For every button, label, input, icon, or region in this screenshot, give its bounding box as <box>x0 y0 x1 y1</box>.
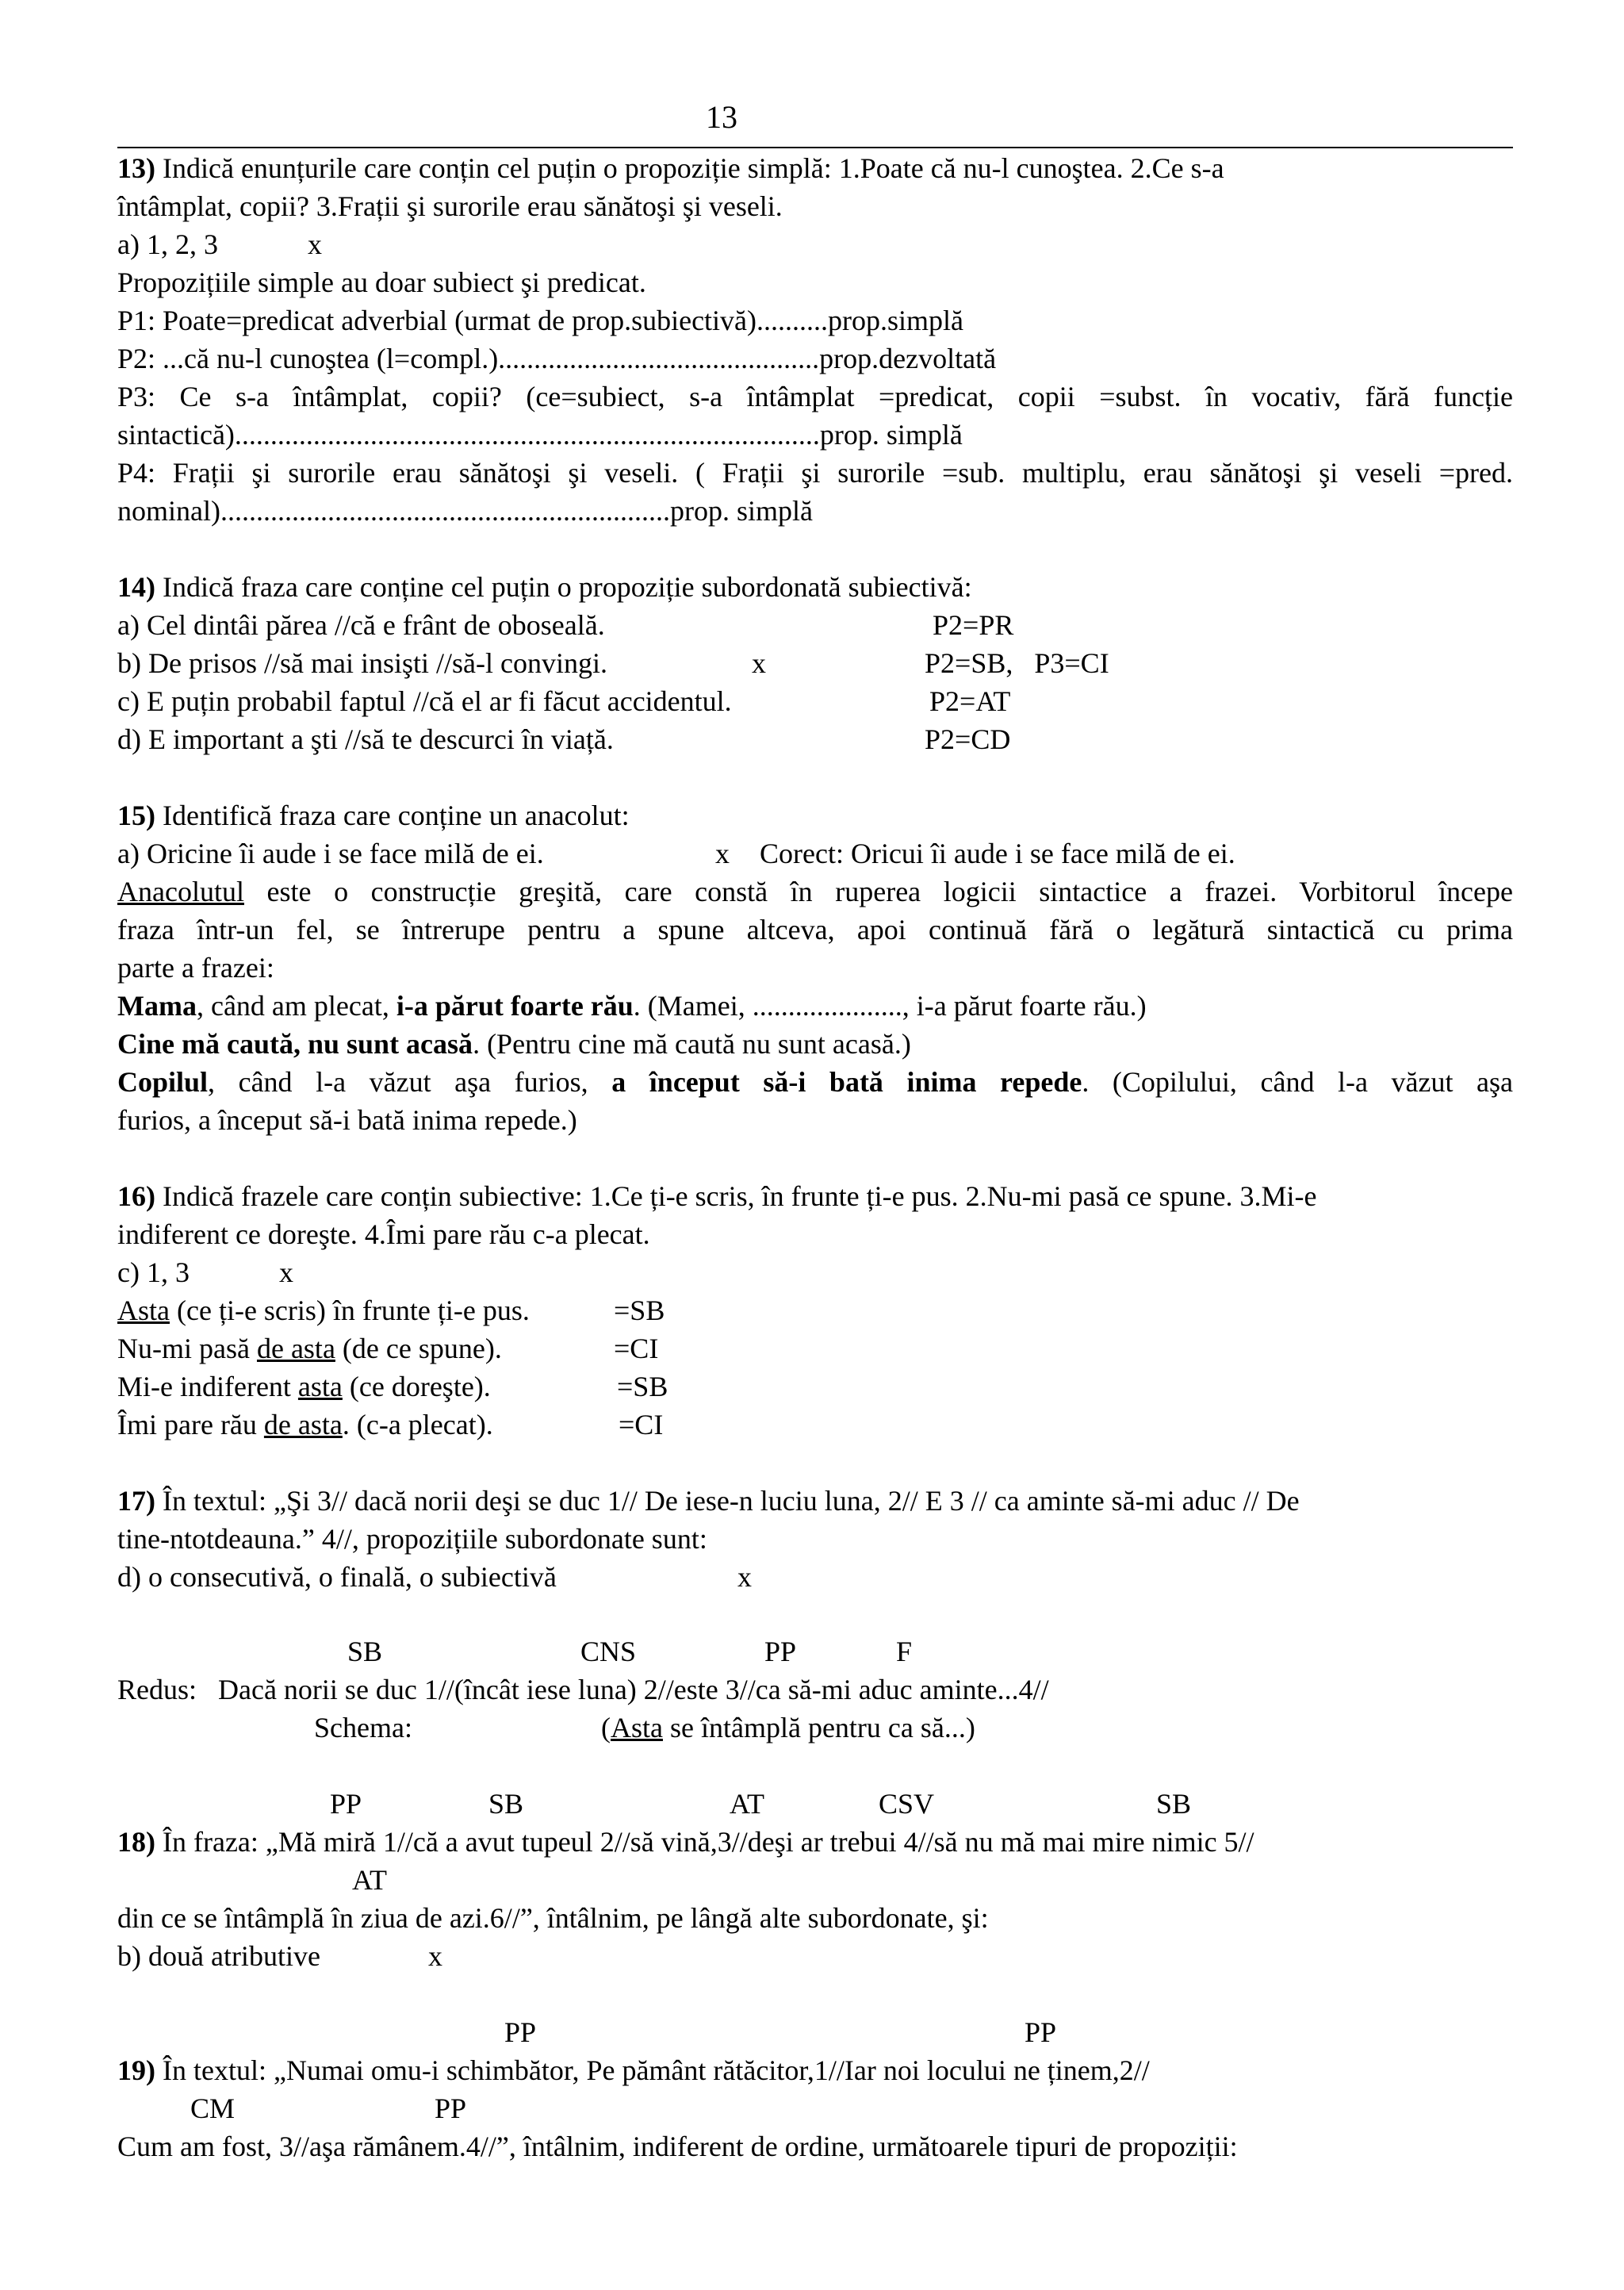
q17-schema: Schema: (Asta se întâmplă pentru ca să...) <box>314 1712 975 1743</box>
page-number: 13 <box>706 99 737 135</box>
q18-labels: PP SB AT CSV SB <box>330 1788 1192 1820</box>
q18-answer: b) două atributive x <box>117 1937 1513 1975</box>
q16-line-1: 16) Indică frazele care conțin subiective: 1.Ce ți-e scris, în frunte ți-e pus. 2.Nu-mi pasă ce spune. 3.Mi-e <box>117 1180 1317 1212</box>
q17-answer: d) o consecutivă, o finală, o subiectivă x <box>117 1558 1513 1596</box>
q19-line-2: Cum am fost, 3//aşa rămânem.4//”, întâlnim, indiferent de ordine, următoarele tipuri de propoziții: <box>117 2131 1238 2162</box>
q13-line-9: P4: Frații şi surorile erau sănătoşi şi veseli. ( Frații şi surorile =sub. multiplu, erau sănătoşi şi veseli =pred. <box>117 457 1513 489</box>
q14-line-1: 14) Indică fraza care conține cel puțin o propoziție subordonată subiectivă: <box>117 571 972 603</box>
q15-definition-3: parte a frazei: <box>117 952 274 984</box>
q16-answer: c) 1, 3 x <box>117 1253 1513 1291</box>
q16-row-1-value: =SB <box>614 1295 665 1326</box>
q14-option-a-result: P2=PR <box>933 609 1014 641</box>
q17-line-2: tine-ntotdeauna.” 4//, propozițiile subordonate sunt: <box>117 1523 707 1555</box>
q15-example-3: Copilul, când l-a văzut aşa furios, a început să-i bată inima repede. (Copilului, când l-a văzut aşa <box>117 1066 1514 1098</box>
q16-row-2-value: =CI <box>614 1333 659 1364</box>
q17-number: 17) <box>117 1485 155 1517</box>
q14-option-c: c) E puțin probabil faptul //că el ar fi făcut accidentul. P2=AT <box>117 682 1513 720</box>
q16-row-3-value: =SB <box>617 1371 668 1402</box>
header-rule <box>117 147 1513 148</box>
q14-option-c-result: P2=AT <box>929 685 1011 717</box>
q14-option-b-mark: x <box>752 647 766 679</box>
q16-row-4-value: =CI <box>619 1409 664 1440</box>
q14-option-a: a) Cel dintâi părea //că e frânt de oboseală. P2=PR <box>117 606 1513 644</box>
q16-number: 16) <box>117 1180 155 1212</box>
q17-line-1: 17) În textul: „Şi 3// dacă norii deşi se duc 1// De iese-n luciu luna, 2// E 3 // ca aminte să-mi aduc // De <box>117 1485 1300 1517</box>
q13-line-2: întâmplat, copii? 3.Frații şi surorile erau sănătoşi şi veseli. <box>117 190 783 222</box>
term-anacolut: Anacolutul <box>117 876 244 907</box>
q14-option-b-result: P2=SB, P3=CI <box>925 647 1109 679</box>
q15-example-1: Mama, când am plecat, i-a părut foarte rău. (Mamei, ....................., i-a părut foarte rău.) <box>117 990 1147 1022</box>
q15-number: 15) <box>117 800 155 831</box>
q13-line-7: P3: Ce s-a întâmplat, copii? (ce=subiect, s-a întâmplat =predicat, copii =subst. în vocativ, fără funcție <box>117 381 1513 412</box>
q13-number: 13) <box>117 152 155 184</box>
q15-example-3-cont: furios, a început să-i bată inima repede.) <box>117 1104 577 1136</box>
q15-example-2: Cine mă caută, nu sunt acasă. (Pentru cine mă caută nu sunt acasă.) <box>117 1028 911 1060</box>
q19-labels-2: CM PP <box>190 2092 467 2124</box>
q14-option-b: b) De prisos //să mai insişti //să-l convingi. x P2=SB, P3=CI <box>117 644 1513 682</box>
q19-number: 19) <box>117 2054 155 2086</box>
q13-line-5: P1: Poate=predicat adverbial (urmat de prop.subiectivă)..........prop.simplă <box>117 305 964 336</box>
q16-answer-mark: x <box>279 1256 293 1288</box>
q13-answer-mark: x <box>308 228 322 260</box>
q18-number: 18) <box>117 1826 155 1858</box>
q15-option-a: a) Oricine îi aude i se face milă de ei. x Corect: Oricui îi aude i se face milă de ei. <box>117 834 1513 873</box>
q13-answer: a) 1, 2, 3 x <box>117 225 1513 263</box>
q16-row-2: Nu-mi pasă de asta (de ce spune). =CI <box>117 1329 1513 1367</box>
q15-option-a-mark: x <box>715 838 730 869</box>
q18-line-1: 18) În fraza: „Mă miră 1//că a avut tupeul 2//să vină,3//deşi ar trebui 4//să nu mă mai mire nimic 5// <box>117 1826 1254 1858</box>
q17-answer-mark: x <box>737 1561 752 1593</box>
q15-correction: Corect: Oricui îi aude i se face milă de ei. <box>760 838 1235 869</box>
q17-redus: Redus: Dacă norii se duc 1//(încât iese luna) 2//este 3//ca să-mi aduc aminte...4// <box>117 1674 1049 1705</box>
q19-line-1: 19) În textul: „Numai omu-i schimbător, Pe pământ rătăcitor,1//Iar noi locului ne ținem,2// <box>117 2054 1150 2086</box>
q19-labels: PP PP <box>504 2016 1057 2048</box>
q15-definition-1: Anacolutul este o construcție greşită, care constă în ruperea logicii sintactice a frazei. Vorbitorul începe <box>117 876 1513 907</box>
q15-line-1: 15) Identifică fraza care conține un anacolut: <box>117 800 630 831</box>
q15-definition-2: fraza într-un fel, se întrerupe pentru a spune altceva, apoi continuă fără o legătură sintactică cu prima <box>117 914 1513 946</box>
q13-line-6: P2: ...că nu-l cunoştea (l=compl.).............................................prop.dezvoltată <box>117 343 997 374</box>
q16-row-3: Mi-e indiferent asta (ce doreşte). =SB <box>117 1367 1513 1406</box>
q16-line-2: indiferent ce doreşte. 4.Îmi pare rău c-a plecat. <box>117 1218 650 1250</box>
q16-row-1: Asta (ce ți-e scris) în frunte ți-e pus. =SB <box>117 1291 1513 1329</box>
q14-option-d: d) E important a şti //să te descurci în viață. P2=CD <box>117 720 1513 758</box>
q18-line-2: din ce se întâmplă în ziua de azi.6//”, întâlnim, pe lângă alte subordonate, şi: <box>117 1902 989 1934</box>
q14-number: 14) <box>117 571 155 603</box>
q13-line-4: Propozițiile simple au doar subiect şi predicat. <box>117 267 646 298</box>
q18-label-at: AT <box>352 1864 387 1896</box>
q14-option-d-result: P2=CD <box>925 723 1011 755</box>
q18-answer-mark: x <box>428 1940 442 1972</box>
q17-labels: SB CNS PP F <box>347 1636 913 1667</box>
q16-row-4: Îmi pare rău de asta. (c-a plecat). =CI <box>117 1406 1513 1444</box>
q13-line-8: sintactică)..................................................................................prop. simplă <box>117 419 963 451</box>
q13-line-1: 13) Indică enunțurile care conțin cel puțin o propoziție simplă: 1.Poate că nu-l cunoştea. 2.Ce s-a <box>117 152 1224 184</box>
q13-line-10: nominal)...............................................................prop. simplă <box>117 495 813 527</box>
